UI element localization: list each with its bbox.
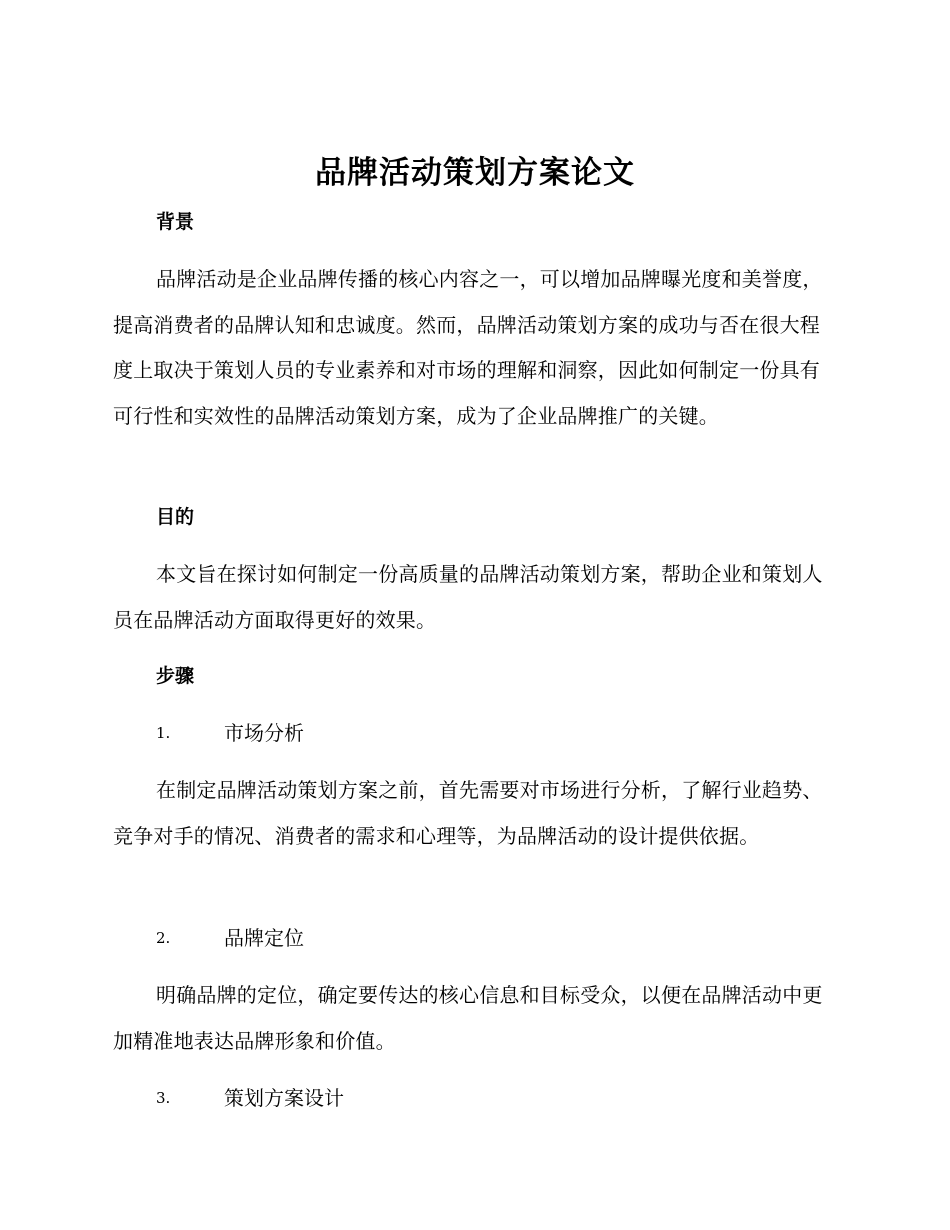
section-heading-purpose: 目的 — [156, 506, 195, 528]
step-label: 品牌定位 — [224, 926, 304, 950]
step-number: 1. — [156, 724, 171, 742]
document-title: 品牌活动策划方案论文 — [315, 155, 635, 191]
step-number: 3. — [156, 1089, 171, 1107]
section-heading-background: 背景 — [156, 211, 195, 233]
step-label: 市场分析 — [224, 721, 304, 745]
step-label: 策划方案设计 — [224, 1086, 344, 1110]
step-paragraph-market-analysis: 在制定品牌活动策划方案之前，首先需要对市场进行分析，了解行业趋势、竞争对手的情况、消费者的需求和心理等，为品牌活动的设计提供依据。 — [113, 778, 823, 848]
section-heading-steps: 步骤 — [156, 665, 195, 687]
background-paragraph: 品牌活动是企业品牌传播的核心内容之一，可以增加品牌曝光度和美誉度，提高消费者的品牌认知和忠诚度。然而，品牌活动策划方案的成功与否在很大程度上取决于策划人员的专业素养和对市场的理解和洞察，因此如何制定一份具有可行性和实效性的品牌活动策划方案，成为了企业品牌推广的关键。 — [113, 267, 823, 428]
step-paragraph-brand-positioning: 明确品牌的定位，确定要传达的核心信息和目标受众，以便在品牌活动中更加精准地表达品牌形象和价值。 — [113, 983, 823, 1053]
step-number: 2. — [156, 929, 171, 947]
purpose-paragraph: 本文旨在探讨如何制定一份高质量的品牌活动策划方案，帮助企业和策划人员在品牌活动方面取得更好的效果。 — [113, 562, 823, 632]
